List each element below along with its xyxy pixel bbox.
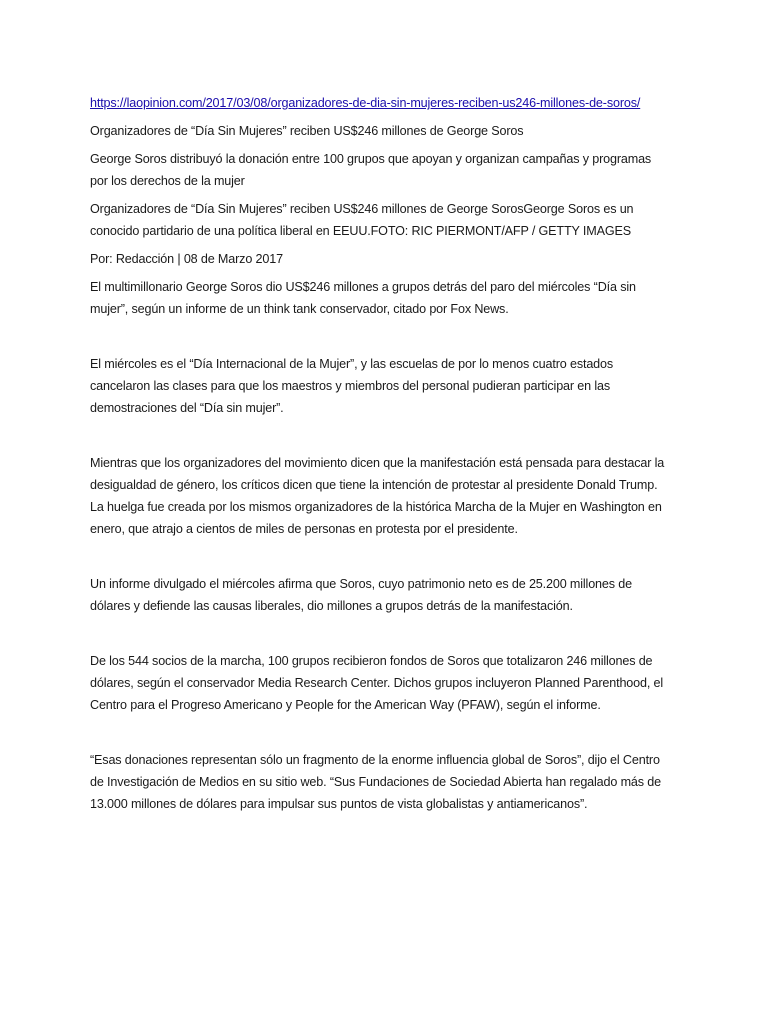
caption-line: Organizadores de “Día Sin Mujeres” reciben US$246 millones de George SorosGeorge Soros es un — [90, 202, 634, 216]
paragraph-line: El miércoles es el “Día Internacional de la Mujer”, y las escuelas de por lo menos cuatro estados — [90, 357, 614, 371]
paragraph-line: Centro para el Progreso Americano y People for the American Way (PFAW), según el informe. — [90, 698, 601, 712]
headline: Organizadores de “Día Sin Mujeres” reciben US$246 millones de George Soros — [90, 124, 524, 138]
document-body — [90, 92, 690, 815]
subheadline-line: George Soros distribuyó la donación entre 100 grupos que apoyan y organizan campañas y programas — [90, 152, 652, 166]
body-paragraph-1 — [90, 276, 690, 320]
body-paragraph-4 — [90, 573, 690, 617]
subheadline — [90, 148, 690, 192]
source-url-paragraph — [90, 92, 690, 114]
subheadline-line: por los derechos de la mujer — [90, 174, 245, 188]
paragraph-line: mujer”, según un informe de un think tank conservador, citado por Fox News. — [90, 302, 509, 316]
source-url-link[interactable]: https://laopinion.com/2017/03/08/organizadores-de-dia-sin-mujeres-reciben-us246-millones-de-soros/ — [90, 96, 641, 110]
paragraph-line: enero, que atrajo a cientos de miles de personas en protesta por el presidente. — [90, 522, 518, 536]
body-paragraph-5 — [90, 650, 690, 716]
paragraph-line: De los 544 socios de la marcha, 100 grupos recibieron fondos de Soros que totalizaron 246 millones de — [90, 654, 653, 668]
paragraph-line: dólares y defiende las causas liberales, dio millones a grupos detrás de la manifestación. — [90, 599, 573, 613]
paragraph-line: Mientras que los organizadores del movimiento dicen que la manifestación está pensada para destacar la — [90, 456, 665, 470]
paragraph-line: 13.000 millones de dólares para impulsar sus puntos de vista globalistas y antiamericanos”. — [90, 797, 588, 811]
paragraph-line: Un informe divulgado el miércoles afirma que Soros, cuyo patrimonio neto es de 25.200 millones de — [90, 577, 632, 591]
caption-line: conocido partidario de una política liberal en EEUU.FOTO: RIC PIERMONT/AFP / GETTY IMAGES — [90, 224, 631, 238]
paragraph-line: desigualdad de género, los críticos dicen que tiene la intención de protestar al presidente Donald Trump. — [90, 478, 658, 492]
paragraph-line: “Esas donaciones representan sólo un fragmento de la enorme influencia global de Soros”, dijo el Centro — [90, 753, 660, 767]
paragraph-line: dólares, según el conservador Media Research Center. Dichos grupos incluyeron Planned Parenthood, el — [90, 676, 664, 690]
body-paragraph-3 — [90, 452, 690, 540]
paragraph-line: La huelga fue creada por los mismos organizadores de la histórica Marcha de la Mujer en Washington en — [90, 500, 662, 514]
body-paragraph-6 — [90, 749, 690, 815]
photo-caption — [90, 198, 690, 242]
paragraph-line: demostraciones del “Día sin mujer”. — [90, 401, 284, 415]
body-paragraph-2 — [90, 353, 690, 419]
byline: Por: Redacción | 08 de Marzo 2017 — [90, 252, 283, 266]
paragraph-line: cancelaron las clases para que los maestros y miembros del personal pudieran participar en las — [90, 379, 611, 393]
paragraph-line: El multimillonario George Soros dio US$246 millones a grupos detrás del paro del miércoles “Día sin — [90, 280, 636, 294]
paragraph-line: de Investigación de Medios en su sitio web. “Sus Fundaciones de Sociedad Abierta han regalado más de — [90, 775, 661, 789]
